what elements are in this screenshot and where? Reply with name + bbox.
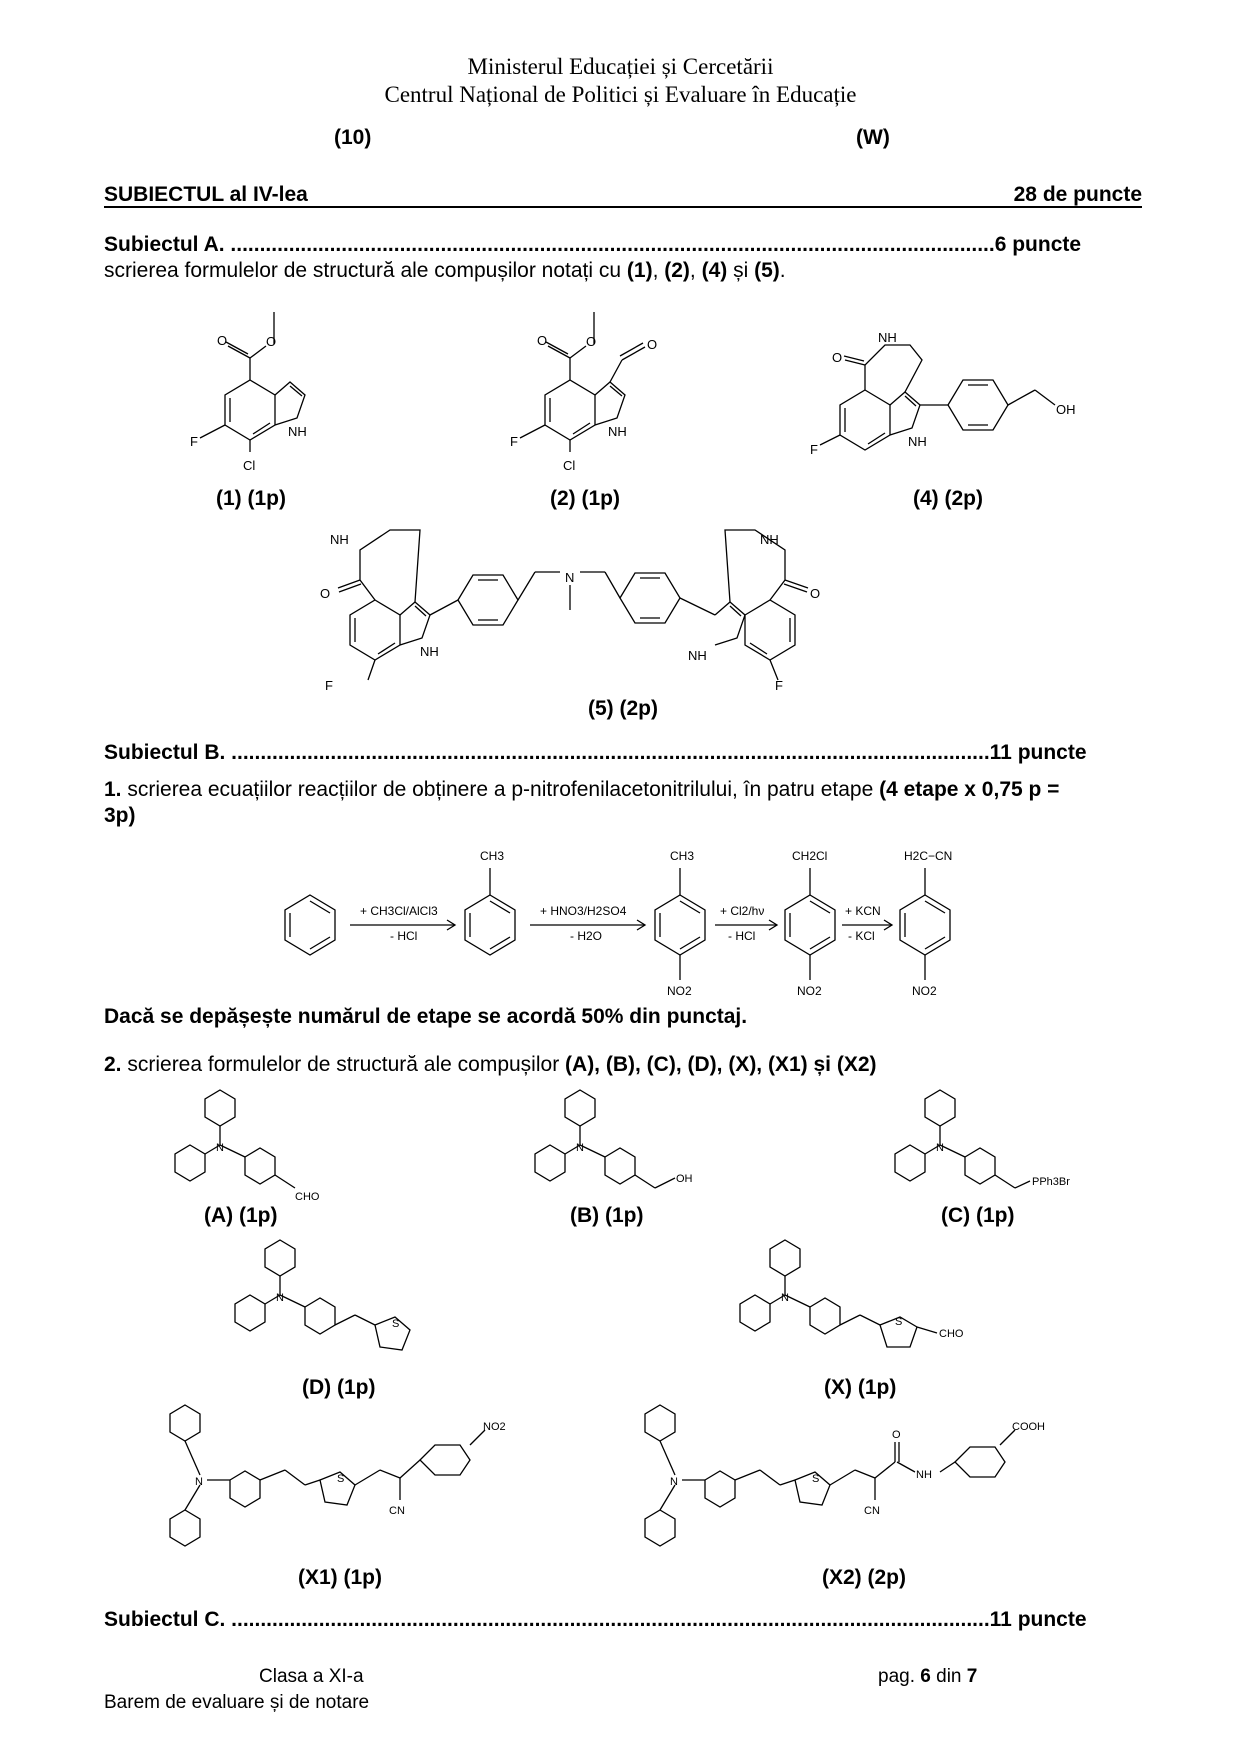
svg-text:NH: NH	[878, 330, 897, 345]
svg-text:NH: NH	[330, 532, 349, 547]
structure-A	[150, 1085, 340, 1210]
footer-page: pag. 6 din 7	[878, 1666, 978, 1687]
structure-X2	[620, 1400, 1140, 1575]
structure-D	[230, 1235, 470, 1370]
subB-item-2: 2. scrierea formulelor de structură ale compușilor (A), (B), (C), (D), (X), (X1) și (X2)	[104, 1053, 877, 1076]
s3-top: + Cl2/hν	[720, 904, 765, 918]
section-points: 28 de puncte	[1013, 183, 1142, 206]
svg-text:S: S	[812, 1473, 820, 1485]
svg-text:CH2Cl: CH2Cl	[792, 849, 828, 863]
svg-text:CHO: CHO	[295, 1191, 320, 1203]
svg-text:N: N	[195, 1476, 203, 1488]
svg-text:O: O	[810, 586, 821, 601]
subA-instruction: scrierea formulelor de structură ale compușilor notați cu (1), (2), (4) și (5).	[104, 259, 786, 282]
header-tag-left: (10)	[334, 126, 372, 149]
structure-X1	[145, 1400, 565, 1575]
svg-text:OH: OH	[676, 1173, 693, 1185]
subB-item-1: 1. scrierea ecuațiilor reacțiilor de obținere a p-nitrofenilacetonitrilului, în patru etape (4 etape x 0,75 p = 3p)	[104, 778, 1060, 827]
svg-text:NO2: NO2	[797, 984, 822, 998]
caption-X1: (X1) (1p)	[298, 1566, 382, 1589]
svg-text:O: O	[892, 1429, 901, 1441]
svg-text:N: N	[781, 1292, 789, 1304]
caption-5: (5) (2p)	[588, 697, 658, 720]
svg-text:CN: CN	[864, 1505, 880, 1517]
svg-text:O: O	[537, 333, 548, 348]
subC-title: Subiectul C. ..................................................................................................................................11 puncte	[104, 1608, 1087, 1631]
structure-1	[190, 300, 340, 480]
svg-text:N: N	[576, 1142, 584, 1154]
svg-text:O: O	[217, 333, 228, 348]
s1-bot: - HCl	[390, 929, 418, 943]
subB-title: Subiectul B. ..................................................................................................................................11 puncte	[104, 741, 1087, 764]
svg-text:O: O	[320, 586, 331, 601]
svg-text:O: O	[586, 334, 597, 349]
svg-text:N: N	[276, 1292, 284, 1304]
svg-text:NO2: NO2	[667, 984, 692, 998]
s2-top: + HNO3/H2SO4	[540, 904, 627, 918]
svg-text:S: S	[895, 1316, 903, 1328]
svg-text:S: S	[337, 1473, 345, 1485]
header-ministry: Ministerul Educației și Cercetării	[467, 54, 774, 79]
structure-2	[510, 300, 670, 480]
section-title: SUBIECTUL al IV-lea	[104, 183, 308, 206]
svg-text:Cl: Cl	[563, 458, 576, 473]
svg-text:N: N	[936, 1142, 944, 1154]
svg-text:PPh3Br: PPh3Br	[1032, 1176, 1070, 1188]
svg-text:F: F	[190, 434, 198, 449]
svg-text:NH: NH	[908, 434, 927, 449]
caption-C: (C) (1p)	[941, 1204, 1015, 1227]
svg-text:OH: OH	[1056, 402, 1076, 417]
svg-text:CN: CN	[389, 1505, 405, 1517]
footer-class: Clasa a XI-a	[259, 1666, 364, 1687]
s2-bot: - H2O	[570, 929, 603, 943]
s4-top: + KCN	[845, 904, 881, 918]
caption-D: (D) (1p)	[302, 1376, 376, 1399]
svg-text:H2C−CN: H2C−CN	[904, 849, 953, 863]
subB-note: Dacă se depășește numărul de etape se acordă 50% din punctaj.	[104, 1005, 748, 1028]
caption-1: (1) (1p)	[216, 487, 286, 510]
svg-text:COOH: COOH	[1012, 1421, 1045, 1433]
svg-text:NH: NH	[688, 648, 707, 663]
svg-text:CHO: CHO	[939, 1328, 964, 1340]
caption-A: (A) (1p)	[204, 1204, 278, 1227]
caption-X: (X) (1p)	[824, 1376, 897, 1399]
svg-text:NH: NH	[288, 424, 307, 439]
svg-text:NH: NH	[916, 1469, 932, 1481]
svg-text:N: N	[565, 570, 575, 585]
svg-text:F: F	[810, 442, 818, 457]
structure-5	[320, 510, 940, 695]
s3-bot: - HCl	[728, 929, 756, 943]
subA-title: Subiectul A. ...................................................................................................................................6 puncte	[104, 233, 1082, 256]
structure-C	[870, 1085, 1090, 1210]
svg-text:F: F	[510, 434, 518, 449]
s1-top: + CH3Cl/AlCl3	[360, 904, 438, 918]
caption-X2: (X2) (2p)	[822, 1566, 906, 1589]
svg-text:N: N	[670, 1476, 678, 1488]
header-tag-right: (W)	[856, 126, 890, 149]
svg-text:O: O	[832, 350, 843, 365]
footer-barem: Barem de evaluare și de notare	[104, 1692, 370, 1713]
svg-text:NO2: NO2	[912, 984, 937, 998]
svg-text:O: O	[647, 337, 658, 352]
svg-text:F: F	[775, 678, 783, 693]
svg-text:CH3: CH3	[480, 849, 505, 863]
header-center: Centrul Național de Politici și Evaluare în Educație	[384, 82, 857, 107]
svg-text:CH3: CH3	[670, 849, 695, 863]
svg-text:NH: NH	[760, 532, 779, 547]
reaction-scheme	[280, 840, 980, 1000]
svg-text:NH: NH	[420, 644, 439, 659]
structure-B	[510, 1085, 700, 1210]
svg-text:N: N	[216, 1142, 224, 1154]
caption-4: (4) (2p)	[913, 487, 983, 510]
svg-text:Cl: Cl	[243, 458, 256, 473]
svg-text:O: O	[266, 334, 277, 349]
caption-B: (B) (1p)	[570, 1204, 644, 1227]
structure-4	[810, 320, 1100, 470]
s4-bot: - KCl	[848, 929, 875, 943]
section-rule	[104, 206, 1142, 208]
caption-2: (2) (1p)	[550, 487, 620, 510]
svg-text:NO2: NO2	[483, 1421, 506, 1433]
structure-X	[725, 1235, 1005, 1370]
svg-text:F: F	[325, 678, 333, 693]
svg-text:S: S	[392, 1318, 400, 1330]
svg-text:NH: NH	[608, 424, 627, 439]
